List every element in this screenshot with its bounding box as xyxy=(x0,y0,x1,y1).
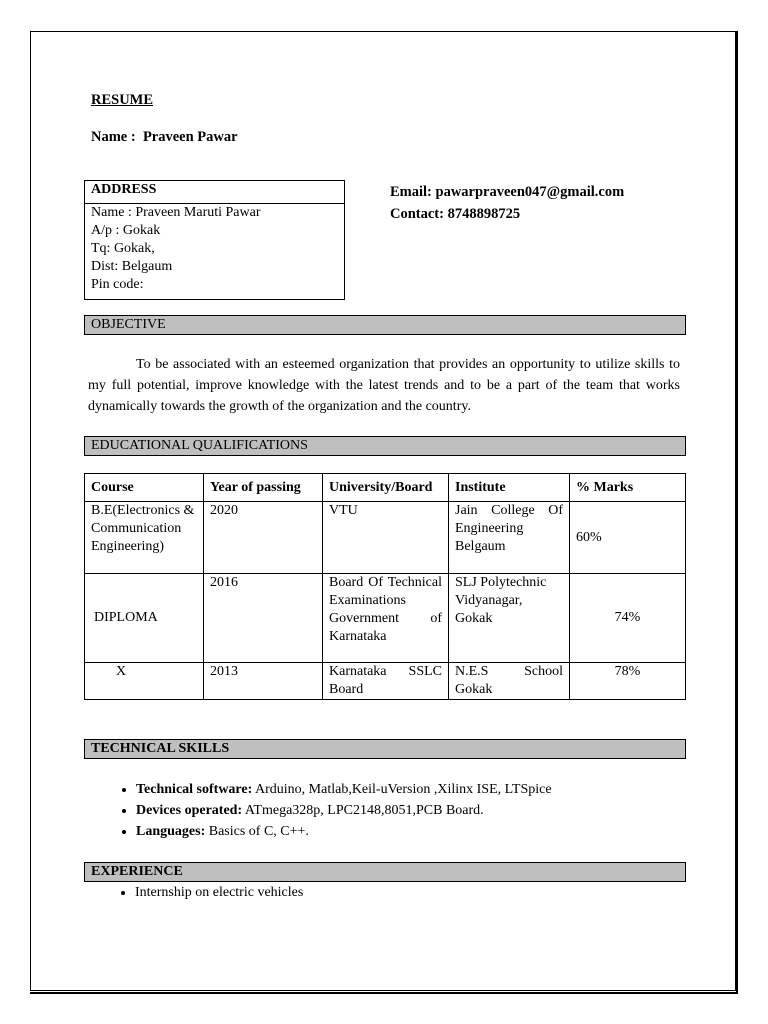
skill-value: Arduino, Matlab,Keil-uVersion ,Xilinx ISE, LTSpice xyxy=(255,782,552,797)
marks-cell: 74% xyxy=(570,574,686,663)
year-cell: 2016 xyxy=(204,574,323,663)
column-header: Course xyxy=(85,474,204,502)
board-cell: VTU xyxy=(323,502,449,574)
column-header: University/Board xyxy=(323,474,449,502)
objective-paragraph: To be associated with an esteemed organization that provides an opportunity to utilize skills to my full potential, improve knowledge with the latest trends and to be a part of the team that works dynamically towards the growth of the organization and the country. xyxy=(88,357,680,414)
experience-list xyxy=(110,884,303,902)
list-item xyxy=(136,779,552,800)
experience-heading: EXPERIENCE xyxy=(84,862,686,882)
column-header: Year of passing xyxy=(204,474,323,502)
board-cell: Karnataka SSLC Board xyxy=(323,663,449,700)
objective-text xyxy=(88,354,680,417)
contact-block xyxy=(390,181,624,225)
email-value: pawarpraveen047@gmail.com xyxy=(435,184,625,200)
table-row xyxy=(85,502,686,574)
skill-label: Technical software: xyxy=(136,782,253,797)
institute-cell: SLJ Polytechnic Vidyanagar, Gokak xyxy=(449,574,570,663)
education-table xyxy=(84,473,686,700)
phone-label: Contact: xyxy=(390,206,444,222)
address-lines xyxy=(85,204,344,294)
institute-cell: Jain College Of Engineering Belgaum xyxy=(449,502,570,574)
table-header-row xyxy=(85,474,686,502)
table-row xyxy=(85,663,686,700)
course-cell: DIPLOMA xyxy=(85,574,204,663)
list-item xyxy=(136,821,552,842)
technical-skills-heading: TECHNICAL SKILLS xyxy=(84,739,686,759)
address-line: Name : Praveen Maruti Pawar xyxy=(91,205,261,220)
skill-value: ATmega328p, LPC2148,8051,PCB Board. xyxy=(244,803,484,818)
skill-value: Basics of C, C++. xyxy=(208,824,309,839)
education-heading: EDUCATIONAL QUALIFICATIONS xyxy=(84,436,686,456)
phone-value: 8748898725 xyxy=(447,206,521,222)
year-cell: 2013 xyxy=(204,663,323,700)
marks-cell: 60% xyxy=(570,502,686,574)
address-heading: ADDRESS xyxy=(85,181,344,204)
phone-line xyxy=(390,203,624,225)
email-line xyxy=(390,181,624,203)
list-item: • Internship on electric vehicles xyxy=(135,884,303,902)
name-line xyxy=(91,129,238,146)
technical-skills-list xyxy=(110,779,552,842)
skill-label: Languages: xyxy=(136,824,206,839)
column-header: Institute xyxy=(449,474,570,502)
objective-heading: OBJECTIVE xyxy=(84,315,686,335)
course-cell: X xyxy=(85,663,204,700)
marks-cell: 78% xyxy=(570,663,686,700)
table-row xyxy=(85,574,686,663)
address-line: Dist: Belgaum xyxy=(91,259,173,274)
address-line: Pin code: xyxy=(91,277,144,292)
address-box xyxy=(84,180,345,300)
email-label: Email: xyxy=(390,184,432,200)
column-header: % Marks xyxy=(570,474,686,502)
resume-title: RESUME xyxy=(91,92,154,108)
skill-label: Devices operated: xyxy=(136,803,243,818)
board-cell: Board Of Technical Examinations Government of Karnataka xyxy=(323,574,449,663)
name-label: Name : xyxy=(91,129,136,145)
list-item xyxy=(136,800,552,821)
year-cell: 2020 xyxy=(204,502,323,574)
course-cell: B.E(Electronics & Communication Engineering) xyxy=(85,502,204,574)
address-line: Tq: Gokak, xyxy=(91,241,155,256)
name-value: Praveen Pawar xyxy=(142,129,238,145)
institute-cell: N.E.S School Gokak xyxy=(449,663,570,700)
address-line: A/p : Gokak xyxy=(91,223,161,238)
